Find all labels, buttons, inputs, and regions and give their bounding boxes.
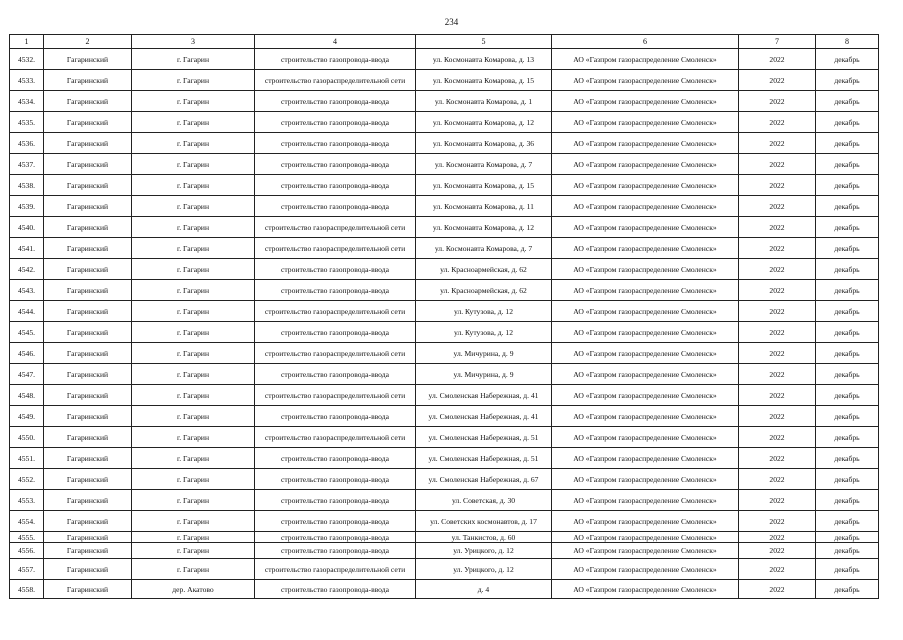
organization-cell: АО «Газпром газораспределение Смоленск» bbox=[552, 490, 739, 511]
district-cell: Гагаринский bbox=[44, 238, 132, 259]
row-number-cell: 4549. bbox=[10, 406, 44, 427]
work-type-cell: строительство газопровода-ввода bbox=[255, 133, 416, 154]
month-cell: декабрь bbox=[816, 196, 879, 217]
address-cell: ул. Мичурина, д. 9 bbox=[416, 364, 552, 385]
row-number-cell: 4556. bbox=[10, 543, 44, 559]
organization-cell: АО «Газпром газораспределение Смоленск» bbox=[552, 154, 739, 175]
work-type-cell: строительство газораспределительной сети bbox=[255, 385, 416, 406]
locality-cell: г. Гагарин bbox=[132, 511, 255, 532]
district-cell: Гагаринский bbox=[44, 70, 132, 91]
organization-cell: АО «Газпром газораспределение Смоленск» bbox=[552, 543, 739, 559]
address-cell: ул. Космонавта Комарова, д. 36 bbox=[416, 133, 552, 154]
work-type-cell: строительство газопровода-ввода bbox=[255, 196, 416, 217]
table-row bbox=[10, 385, 879, 406]
row-number-cell: 4558. bbox=[10, 580, 44, 599]
table-row bbox=[10, 49, 879, 70]
column-header: 6 bbox=[552, 35, 739, 49]
locality-cell: г. Гагарин bbox=[132, 217, 255, 238]
month-cell: декабрь bbox=[816, 469, 879, 490]
row-number-cell: 4553. bbox=[10, 490, 44, 511]
year-cell: 2022 bbox=[739, 532, 816, 543]
locality-cell: г. Гагарин bbox=[132, 427, 255, 448]
month-cell: декабрь bbox=[816, 406, 879, 427]
locality-cell: г. Гагарин bbox=[132, 322, 255, 343]
locality-cell: г. Гагарин bbox=[132, 469, 255, 490]
month-cell: декабрь bbox=[816, 511, 879, 532]
locality-cell: г. Гагарин bbox=[132, 406, 255, 427]
table-row bbox=[10, 175, 879, 196]
locality-cell: г. Гагарин bbox=[132, 133, 255, 154]
district-cell: Гагаринский bbox=[44, 385, 132, 406]
year-cell: 2022 bbox=[739, 112, 816, 133]
row-number-cell: 4542. bbox=[10, 259, 44, 280]
year-cell: 2022 bbox=[739, 448, 816, 469]
organization-cell: АО «Газпром газораспределение Смоленск» bbox=[552, 364, 739, 385]
table-row bbox=[10, 238, 879, 259]
year-cell: 2022 bbox=[739, 259, 816, 280]
year-cell: 2022 bbox=[739, 322, 816, 343]
column-header: 2 bbox=[44, 35, 132, 49]
work-type-cell: строительство газопровода-ввода bbox=[255, 259, 416, 280]
table-row bbox=[10, 322, 879, 343]
address-cell: ул. Смоленская Набережная, д. 67 bbox=[416, 469, 552, 490]
row-number-cell: 4546. bbox=[10, 343, 44, 364]
district-cell: Гагаринский bbox=[44, 343, 132, 364]
page-number: 234 bbox=[444, 17, 459, 27]
organization-cell: АО «Газпром газораспределение Смоленск» bbox=[552, 532, 739, 543]
row-number-cell: 4535. bbox=[10, 112, 44, 133]
table-row bbox=[10, 70, 879, 91]
month-cell: декабрь bbox=[816, 448, 879, 469]
table-row bbox=[10, 406, 879, 427]
address-cell: ул. Космонавта Комарова, д. 13 bbox=[416, 49, 552, 70]
work-type-cell: строительство газопровода-ввода bbox=[255, 49, 416, 70]
organization-cell: АО «Газпром газораспределение Смоленск» bbox=[552, 559, 739, 580]
row-number-cell: 4539. bbox=[10, 196, 44, 217]
organization-cell: АО «Газпром газораспределение Смоленск» bbox=[552, 580, 739, 599]
row-number-cell: 4538. bbox=[10, 175, 44, 196]
work-type-cell: строительство газопровода-ввода bbox=[255, 112, 416, 133]
locality-cell: г. Гагарин bbox=[132, 154, 255, 175]
district-cell: Гагаринский bbox=[44, 406, 132, 427]
locality-cell: г. Гагарин bbox=[132, 490, 255, 511]
address-cell: ул. Космонавта Комарова, д. 11 bbox=[416, 196, 552, 217]
year-cell: 2022 bbox=[739, 543, 816, 559]
year-cell: 2022 bbox=[739, 196, 816, 217]
table-row bbox=[10, 543, 879, 559]
organization-cell: АО «Газпром газораспределение Смоленск» bbox=[552, 49, 739, 70]
table-row bbox=[10, 580, 879, 599]
year-cell: 2022 bbox=[739, 238, 816, 259]
month-cell: декабрь bbox=[816, 559, 879, 580]
row-number-cell: 4550. bbox=[10, 427, 44, 448]
address-cell: ул. Красноармейская, д. 62 bbox=[416, 259, 552, 280]
organization-cell: АО «Газпром газораспределение Смоленск» bbox=[552, 385, 739, 406]
year-cell: 2022 bbox=[739, 490, 816, 511]
year-cell: 2022 bbox=[739, 469, 816, 490]
organization-cell: АО «Газпром газораспределение Смоленск» bbox=[552, 322, 739, 343]
organization-cell: АО «Газпром газораспределение Смоленск» bbox=[552, 427, 739, 448]
district-cell: Гагаринский bbox=[44, 112, 132, 133]
address-cell: ул. Смоленская Набережная, д. 51 bbox=[416, 448, 552, 469]
row-number-cell: 4545. bbox=[10, 322, 44, 343]
address-cell: ул. Танкистов, д. 60 bbox=[416, 532, 552, 543]
address-cell: ул. Смоленская Набережная, д. 41 bbox=[416, 406, 552, 427]
address-cell: ул. Смоленская Набережная, д. 51 bbox=[416, 427, 552, 448]
table-row bbox=[10, 469, 879, 490]
work-type-cell: строительство газопровода-ввода bbox=[255, 406, 416, 427]
district-cell: Гагаринский bbox=[44, 196, 132, 217]
work-type-cell: строительство газопровода-ввода bbox=[255, 532, 416, 543]
address-cell: ул. Красноармейская, д. 62 bbox=[416, 280, 552, 301]
year-cell: 2022 bbox=[739, 343, 816, 364]
row-number-cell: 4544. bbox=[10, 301, 44, 322]
table-row bbox=[10, 511, 879, 532]
locality-cell: г. Гагарин bbox=[132, 532, 255, 543]
year-cell: 2022 bbox=[739, 217, 816, 238]
table-row bbox=[10, 532, 879, 543]
row-number-cell: 4557. bbox=[10, 559, 44, 580]
year-cell: 2022 bbox=[739, 49, 816, 70]
row-number-cell: 4536. bbox=[10, 133, 44, 154]
work-type-cell: строительство газопровода-ввода bbox=[255, 490, 416, 511]
table-row bbox=[10, 364, 879, 385]
organization-cell: АО «Газпром газораспределение Смоленск» bbox=[552, 511, 739, 532]
district-cell: Гагаринский bbox=[44, 49, 132, 70]
month-cell: декабрь bbox=[816, 175, 879, 196]
row-number-cell: 4548. bbox=[10, 385, 44, 406]
column-header: 1 bbox=[10, 35, 44, 49]
month-cell: декабрь bbox=[816, 301, 879, 322]
district-cell: Гагаринский bbox=[44, 280, 132, 301]
year-cell: 2022 bbox=[739, 364, 816, 385]
work-type-cell: строительство газораспределительной сети bbox=[255, 238, 416, 259]
row-number-cell: 4533. bbox=[10, 70, 44, 91]
row-number-cell: 4537. bbox=[10, 154, 44, 175]
month-cell: декабрь bbox=[816, 49, 879, 70]
organization-cell: АО «Газпром газораспределение Смоленск» bbox=[552, 175, 739, 196]
organization-cell: АО «Газпром газораспределение Смоленск» bbox=[552, 448, 739, 469]
work-type-cell: строительство газопровода-ввода bbox=[255, 154, 416, 175]
work-type-cell: строительство газопровода-ввода bbox=[255, 91, 416, 112]
row-number-cell: 4555. bbox=[10, 532, 44, 543]
row-number-cell: 4540. bbox=[10, 217, 44, 238]
month-cell: декабрь bbox=[816, 154, 879, 175]
table-row bbox=[10, 343, 879, 364]
month-cell: декабрь bbox=[816, 490, 879, 511]
district-cell: Гагаринский bbox=[44, 301, 132, 322]
work-type-cell: строительство газораспределительной сети bbox=[255, 559, 416, 580]
work-type-cell: строительство газопровода-ввода bbox=[255, 280, 416, 301]
district-cell: Гагаринский bbox=[44, 469, 132, 490]
locality-cell: г. Гагарин bbox=[132, 448, 255, 469]
address-cell: ул. Мичурина, д. 9 bbox=[416, 343, 552, 364]
district-cell: Гагаринский bbox=[44, 364, 132, 385]
table-row bbox=[10, 280, 879, 301]
locality-cell: г. Гагарин bbox=[132, 238, 255, 259]
month-cell: декабрь bbox=[816, 364, 879, 385]
table-row bbox=[10, 217, 879, 238]
work-type-cell: строительство газораспределительной сети bbox=[255, 301, 416, 322]
column-header: 4 bbox=[255, 35, 416, 49]
month-cell: декабрь bbox=[816, 238, 879, 259]
year-cell: 2022 bbox=[739, 70, 816, 91]
table-row bbox=[10, 112, 879, 133]
work-type-cell: строительство газопровода-ввода bbox=[255, 469, 416, 490]
address-cell: ул. Космонавта Комарова, д. 15 bbox=[416, 70, 552, 91]
address-cell: ул. Советских космонавтов, д. 17 bbox=[416, 511, 552, 532]
organization-cell: АО «Газпром газораспределение Смоленск» bbox=[552, 406, 739, 427]
district-cell: Гагаринский bbox=[44, 543, 132, 559]
organization-cell: АО «Газпром газораспределение Смоленск» bbox=[552, 259, 739, 280]
month-cell: декабрь bbox=[816, 580, 879, 599]
row-number-cell: 4534. bbox=[10, 91, 44, 112]
address-cell: ул. Урицкого, д. 12 bbox=[416, 559, 552, 580]
column-header: 8 bbox=[816, 35, 879, 49]
month-cell: декабрь bbox=[816, 280, 879, 301]
district-cell: Гагаринский bbox=[44, 532, 132, 543]
column-header: 3 bbox=[132, 35, 255, 49]
district-cell: Гагаринский bbox=[44, 133, 132, 154]
district-cell: Гагаринский bbox=[44, 427, 132, 448]
work-type-cell: строительство газопровода-ввода bbox=[255, 543, 416, 559]
district-cell: Гагаринский bbox=[44, 511, 132, 532]
district-cell: Гагаринский bbox=[44, 154, 132, 175]
year-cell: 2022 bbox=[739, 301, 816, 322]
year-cell: 2022 bbox=[739, 280, 816, 301]
organization-cell: АО «Газпром газораспределение Смоленск» bbox=[552, 196, 739, 217]
organization-cell: АО «Газпром газораспределение Смоленск» bbox=[552, 91, 739, 112]
address-cell: ул. Урицкого, д. 12 bbox=[416, 543, 552, 559]
table-row bbox=[10, 133, 879, 154]
locality-cell: г. Гагарин bbox=[132, 112, 255, 133]
table-row bbox=[10, 91, 879, 112]
locality-cell: г. Гагарин bbox=[132, 280, 255, 301]
address-cell: ул. Смоленская Набережная, д. 41 bbox=[416, 385, 552, 406]
work-type-cell: строительство газораспределительной сети bbox=[255, 70, 416, 91]
locality-cell: г. Гагарин bbox=[132, 196, 255, 217]
district-cell: Гагаринский bbox=[44, 259, 132, 280]
address-cell: ул. Советская, д. 30 bbox=[416, 490, 552, 511]
month-cell: декабрь bbox=[816, 532, 879, 543]
table-row bbox=[10, 259, 879, 280]
organization-cell: АО «Газпром газораспределение Смоленск» bbox=[552, 70, 739, 91]
address-cell: ул. Космонавта Комарова, д. 12 bbox=[416, 112, 552, 133]
table-row bbox=[10, 301, 879, 322]
month-cell: декабрь bbox=[816, 112, 879, 133]
month-cell: декабрь bbox=[816, 133, 879, 154]
organization-cell: АО «Газпром газораспределение Смоленск» bbox=[552, 112, 739, 133]
organization-cell: АО «Газпром газораспределение Смоленск» bbox=[552, 469, 739, 490]
locality-cell: г. Гагарин bbox=[132, 385, 255, 406]
district-cell: Гагаринский bbox=[44, 91, 132, 112]
locality-cell: дер. Акатово bbox=[132, 580, 255, 599]
row-number-cell: 4541. bbox=[10, 238, 44, 259]
year-cell: 2022 bbox=[739, 154, 816, 175]
address-cell: д. 4 bbox=[416, 580, 552, 599]
address-cell: ул. Космонавта Комарова, д. 1 bbox=[416, 91, 552, 112]
month-cell: декабрь bbox=[816, 543, 879, 559]
table-row bbox=[10, 427, 879, 448]
locality-cell: г. Гагарин bbox=[132, 49, 255, 70]
organization-cell: АО «Газпром газораспределение Смоленск» bbox=[552, 343, 739, 364]
year-cell: 2022 bbox=[739, 133, 816, 154]
district-cell: Гагаринский bbox=[44, 559, 132, 580]
address-cell: ул. Кутузова, д. 12 bbox=[416, 322, 552, 343]
month-cell: декабрь bbox=[816, 343, 879, 364]
row-number-cell: 4532. bbox=[10, 49, 44, 70]
year-cell: 2022 bbox=[739, 91, 816, 112]
work-type-cell: строительство газораспределительной сети bbox=[255, 217, 416, 238]
table-body bbox=[10, 49, 879, 599]
organization-cell: АО «Газпром газораспределение Смоленск» bbox=[552, 217, 739, 238]
locality-cell: г. Гагарин bbox=[132, 343, 255, 364]
locality-cell: г. Гагарин bbox=[132, 175, 255, 196]
organization-cell: АО «Газпром газораспределение Смоленск» bbox=[552, 301, 739, 322]
locality-cell: г. Гагарин bbox=[132, 91, 255, 112]
table-row bbox=[10, 490, 879, 511]
district-cell: Гагаринский bbox=[44, 490, 132, 511]
locality-cell: г. Гагарин bbox=[132, 259, 255, 280]
district-cell: Гагаринский bbox=[44, 448, 132, 469]
year-cell: 2022 bbox=[739, 511, 816, 532]
locality-cell: г. Гагарин bbox=[132, 543, 255, 559]
district-cell: Гагаринский bbox=[44, 322, 132, 343]
address-cell: ул. Кутузова, д. 12 bbox=[416, 301, 552, 322]
locality-cell: г. Гагарин bbox=[132, 364, 255, 385]
column-header: 7 bbox=[739, 35, 816, 49]
work-type-cell: строительство газопровода-ввода bbox=[255, 511, 416, 532]
table-row bbox=[10, 154, 879, 175]
work-type-cell: строительство газораспределительной сети bbox=[255, 343, 416, 364]
year-cell: 2022 bbox=[739, 406, 816, 427]
month-cell: декабрь bbox=[816, 427, 879, 448]
row-number-cell: 4543. bbox=[10, 280, 44, 301]
month-cell: декабрь bbox=[816, 91, 879, 112]
work-type-cell: строительство газопровода-ввода bbox=[255, 448, 416, 469]
month-cell: декабрь bbox=[816, 70, 879, 91]
table-row bbox=[10, 448, 879, 469]
district-cell: Гагаринский bbox=[44, 175, 132, 196]
address-cell: ул. Космонавта Комарова, д. 7 bbox=[416, 154, 552, 175]
address-cell: ул. Космонавта Комарова, д. 15 bbox=[416, 175, 552, 196]
month-cell: декабрь bbox=[816, 217, 879, 238]
year-cell: 2022 bbox=[739, 559, 816, 580]
locality-cell: г. Гагарин bbox=[132, 559, 255, 580]
district-cell: Гагаринский bbox=[44, 580, 132, 599]
address-cell: ул. Космонавта Комарова, д. 7 bbox=[416, 238, 552, 259]
year-cell: 2022 bbox=[739, 580, 816, 599]
year-cell: 2022 bbox=[739, 385, 816, 406]
row-number-cell: 4554. bbox=[10, 511, 44, 532]
work-type-cell: строительство газораспределительной сети bbox=[255, 427, 416, 448]
column-number-row bbox=[10, 35, 879, 49]
table-row bbox=[10, 196, 879, 217]
organization-cell: АО «Газпром газораспределение Смоленск» bbox=[552, 133, 739, 154]
work-type-cell: строительство газопровода-ввода bbox=[255, 364, 416, 385]
row-number-cell: 4547. bbox=[10, 364, 44, 385]
work-type-cell: строительство газопровода-ввода bbox=[255, 580, 416, 599]
month-cell: декабрь bbox=[816, 259, 879, 280]
address-cell: ул. Космонавта Комарова, д. 12 bbox=[416, 217, 552, 238]
table-row bbox=[10, 559, 879, 580]
gas-works-table bbox=[9, 34, 879, 599]
year-cell: 2022 bbox=[739, 427, 816, 448]
organization-cell: АО «Газпром газораспределение Смоленск» bbox=[552, 238, 739, 259]
work-type-cell: строительство газопровода-ввода bbox=[255, 322, 416, 343]
locality-cell: г. Гагарин bbox=[132, 301, 255, 322]
organization-cell: АО «Газпром газораспределение Смоленск» bbox=[552, 280, 739, 301]
district-cell: Гагаринский bbox=[44, 217, 132, 238]
month-cell: декабрь bbox=[816, 385, 879, 406]
row-number-cell: 4552. bbox=[10, 469, 44, 490]
column-header: 5 bbox=[416, 35, 552, 49]
year-cell: 2022 bbox=[739, 175, 816, 196]
row-number-cell: 4551. bbox=[10, 448, 44, 469]
locality-cell: г. Гагарин bbox=[132, 70, 255, 91]
work-type-cell: строительство газопровода-ввода bbox=[255, 175, 416, 196]
month-cell: декабрь bbox=[816, 322, 879, 343]
